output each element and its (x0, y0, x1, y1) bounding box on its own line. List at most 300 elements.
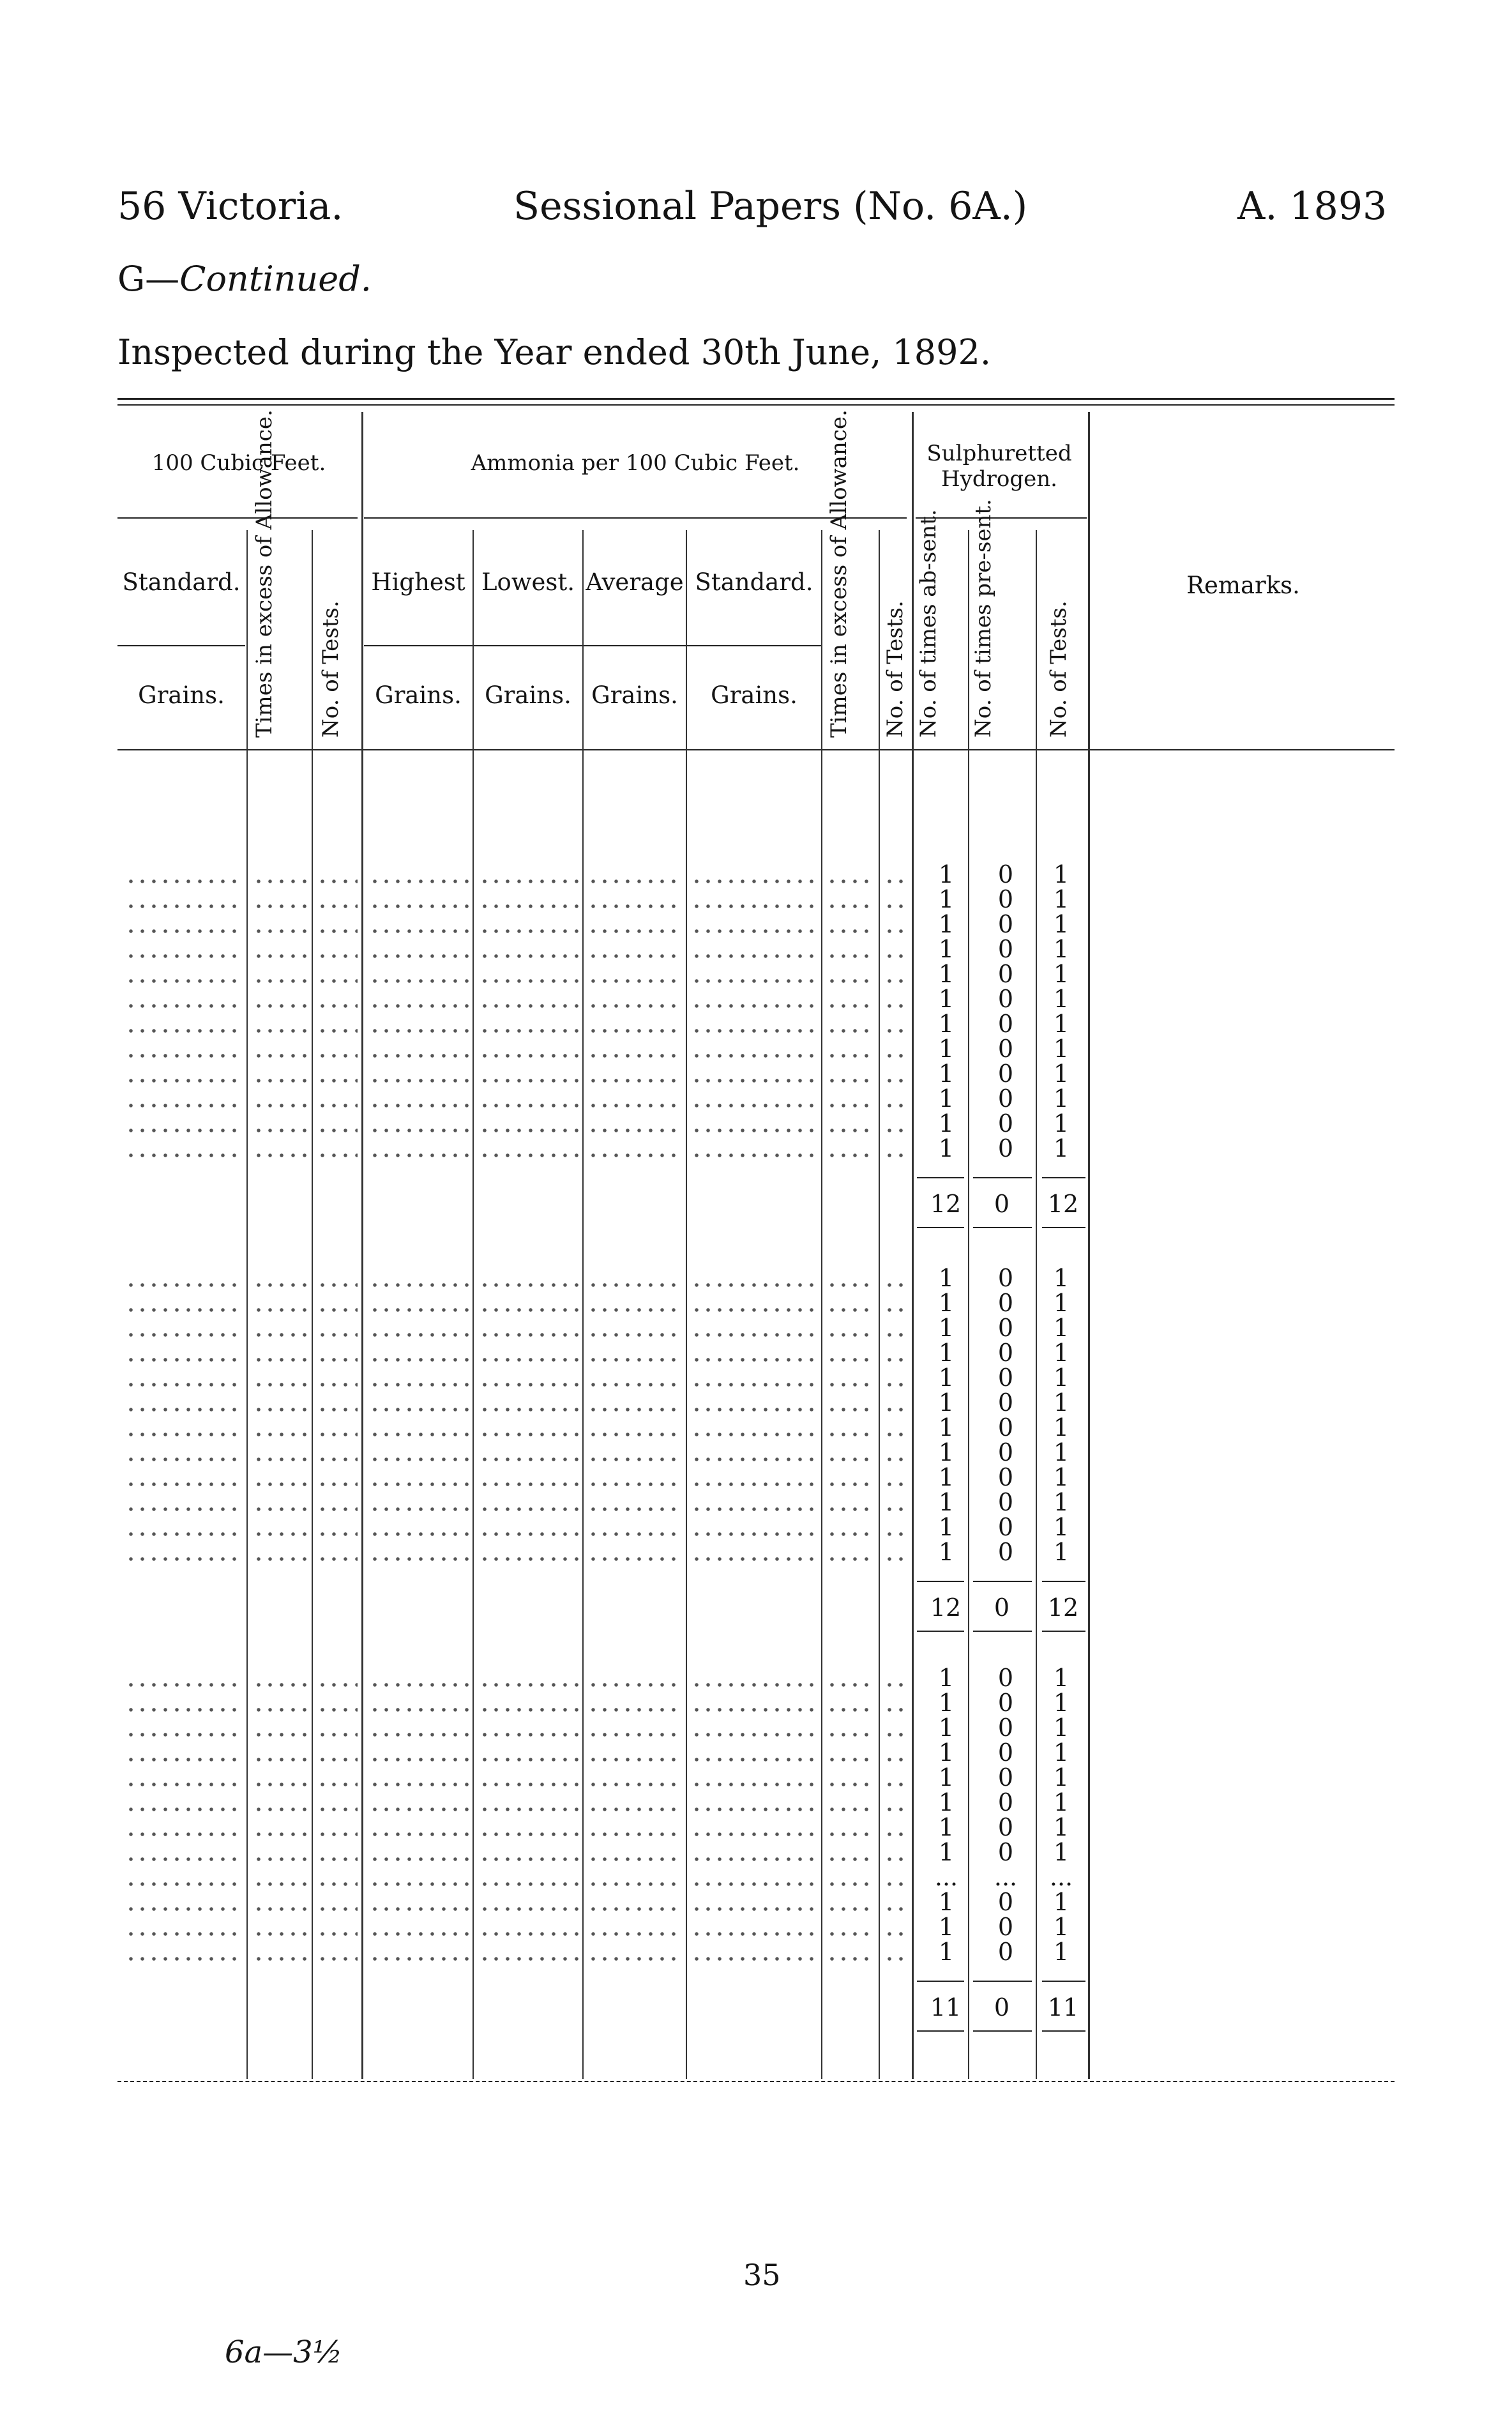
leader-dots (884, 1328, 908, 1341)
leader-dots (479, 949, 578, 962)
leader-dots (479, 874, 578, 887)
leader-dots (884, 1303, 908, 1316)
col-grains-highest: Grains. (375, 681, 462, 709)
leader-dots (369, 1703, 469, 1716)
leader-dots (253, 1852, 306, 1865)
leader-dots (369, 999, 469, 1012)
subtotal-rule-lower (917, 1227, 964, 1228)
leader-dots (826, 1902, 875, 1915)
leader-dots (826, 1802, 875, 1815)
cell-times-absent: 1 (938, 1388, 955, 1417)
leader-dots (691, 949, 817, 962)
leader-dots (884, 874, 908, 887)
col-no-tests-3: No. of Tests. (1046, 600, 1071, 738)
leader-dots (479, 1902, 578, 1915)
cell-no-tests: 1 (1053, 1538, 1070, 1566)
leader-dots (253, 1074, 306, 1086)
leader-dots (691, 1527, 817, 1540)
vline-7 (821, 530, 822, 2079)
cell-times-present: 0 (997, 1838, 1014, 1866)
leader-dots (884, 1123, 908, 1136)
header-right: A. 1893 (1237, 184, 1387, 229)
leader-dots (884, 1927, 908, 1940)
leader-dots (253, 1099, 306, 1111)
leader-dots (253, 1802, 306, 1815)
cell-no-tests: 1 (1053, 1763, 1070, 1792)
leader-dots (587, 1678, 682, 1691)
leader-dots (691, 1278, 817, 1291)
cell-no-tests: 1 (1053, 1938, 1070, 1966)
leader-dots (317, 1099, 358, 1111)
leader-dots (826, 1703, 875, 1716)
leader-dots (479, 1527, 578, 1540)
cell-times-present: 0 (997, 1813, 1014, 1841)
leader-dots (479, 1877, 578, 1890)
leader-dots (691, 1049, 817, 1061)
cell-times-absent: 1 (938, 1438, 955, 1466)
leader-dots (826, 1278, 875, 1291)
leader-dots (587, 1877, 682, 1890)
cell-times-present: 0 (997, 1084, 1014, 1113)
leader-dots (691, 1303, 817, 1316)
cell-times-absent: 1 (938, 1364, 955, 1392)
leader-dots (317, 1123, 358, 1136)
cell-times-present: 0 (997, 960, 1014, 988)
leader-dots (587, 1378, 682, 1390)
vline-5 (582, 530, 584, 2079)
subtotal-rule (973, 1177, 1032, 1178)
grp-underline-sulph (916, 517, 1087, 519)
cell-no-tests: 1 (1053, 960, 1070, 988)
leader-dots (253, 1827, 306, 1840)
leader-dots (884, 1278, 908, 1291)
leader-dots (884, 1678, 908, 1691)
col-standard-amm: Standard. (695, 568, 813, 596)
cell-times-present: 0 (997, 1763, 1014, 1792)
leader-dots (369, 949, 469, 962)
leader-dots (369, 1678, 469, 1691)
continued-label (117, 259, 372, 299)
leader-dots (479, 899, 578, 912)
leader-dots (253, 1303, 306, 1316)
cell-no-tests: 1 (1053, 860, 1070, 888)
leader-dots (587, 999, 682, 1012)
leader-dots (253, 1902, 306, 1915)
cell-times-present: 0 (997, 1513, 1014, 1541)
leader-dots (125, 1802, 241, 1815)
leader-dots (691, 1827, 817, 1840)
cell-no-tests: 1 (1053, 1838, 1070, 1866)
header-center: Sessional Papers (No. 6A.) (513, 184, 1028, 229)
subtotal-rule (917, 1581, 964, 1582)
leader-dots (587, 874, 682, 887)
col-grains-standard: Grains. (711, 681, 798, 709)
cell-no-tests: 1 (1053, 1084, 1070, 1113)
leader-dots (479, 1927, 578, 1940)
cell-no-tests: ... (1049, 1863, 1073, 1891)
subtotal-rule-lower (973, 2030, 1032, 2032)
leader-dots (253, 1678, 306, 1691)
leader-dots (479, 1753, 578, 1765)
cell-no-tests: 1 (1053, 1714, 1070, 1742)
leader-dots (125, 1728, 241, 1740)
leader-dots (369, 1099, 469, 1111)
cell-times-absent: 1 (938, 1339, 955, 1367)
leader-dots (826, 1123, 875, 1136)
leader-dots (253, 1403, 306, 1415)
leader-dots (253, 1952, 306, 1965)
grp-underline-ammonia (364, 517, 907, 519)
header-bottom-rule (117, 749, 1395, 750)
leader-dots (317, 1877, 358, 1890)
signature-mark: 6a—3½ (225, 2334, 343, 2370)
leader-dots (826, 1777, 875, 1790)
leader-dots (691, 1378, 817, 1390)
leader-dots (587, 1728, 682, 1740)
cell-times-absent: 1 (938, 1084, 955, 1113)
subtotal-rule (1042, 1581, 1085, 1582)
leader-dots (691, 1902, 817, 1915)
leader-dots (253, 1477, 306, 1490)
cell-no-tests: 1 (1053, 1438, 1070, 1466)
leader-dots (253, 1728, 306, 1740)
cell-times-absent: 1 (938, 1763, 955, 1792)
leader-dots (826, 974, 875, 987)
leader-dots (884, 974, 908, 987)
leader-dots (125, 924, 241, 937)
leader-dots (587, 1148, 682, 1161)
leader-dots (317, 1552, 358, 1565)
cell-times-absent: 1 (938, 985, 955, 1013)
leader-dots (826, 1827, 875, 1840)
cell-no-tests: 1 (1053, 985, 1070, 1013)
leader-dots (253, 949, 306, 962)
leader-dots (691, 899, 817, 912)
leader-dots (317, 1802, 358, 1815)
group-header-left: 100 Cubic Feet. (151, 450, 326, 476)
leader-dots (884, 1703, 908, 1716)
leader-dots (369, 1728, 469, 1740)
leader-dots (691, 1777, 817, 1790)
top-rule-inner (117, 404, 1395, 406)
leader-dots (826, 1952, 875, 1965)
leader-dots (587, 1703, 682, 1716)
vline-3 (361, 412, 363, 2079)
leader-dots (691, 1852, 817, 1865)
leader-dots (884, 1148, 908, 1161)
leader-dots (253, 874, 306, 887)
leader-dots (125, 1678, 241, 1691)
cell-times-absent: 1 (938, 860, 955, 888)
leader-dots (317, 899, 358, 912)
leader-dots (884, 1353, 908, 1366)
vline-8 (879, 530, 880, 2079)
leader-dots (691, 1678, 817, 1691)
cell-times-present: 0 (997, 1438, 1014, 1466)
vline-10 (968, 530, 969, 2079)
leader-dots (587, 1527, 682, 1540)
leader-dots (369, 1827, 469, 1840)
leader-dots (884, 949, 908, 962)
leader-dots (125, 974, 241, 987)
cell-no-tests: 1 (1053, 1339, 1070, 1367)
leader-dots (125, 949, 241, 962)
cell-no-tests: 1 (1053, 1388, 1070, 1417)
leader-dots (884, 1877, 908, 1890)
leader-dots (317, 924, 358, 937)
cell-no-tests: 1 (1053, 1060, 1070, 1088)
leader-dots (826, 1728, 875, 1740)
leader-dots (125, 1049, 241, 1061)
leader-dots (253, 899, 306, 912)
cell-no-tests: 1 (1053, 1289, 1070, 1317)
cell-times-absent: 1 (938, 1264, 955, 1292)
cell-times-absent: ... (934, 1863, 958, 1891)
leader-dots (369, 1353, 469, 1366)
cell-times-present: 0 (997, 910, 1014, 938)
group-header-ammonia: Ammonia per 100 Cubic Feet. (471, 450, 800, 476)
cell-no-tests: 1 (1053, 1264, 1070, 1292)
leader-dots (587, 949, 682, 962)
leader-dots (125, 1024, 241, 1037)
cell-no-tests: 1 (1053, 1689, 1070, 1717)
header-left: 56 Victoria. (117, 184, 344, 229)
leader-dots (691, 874, 817, 887)
leader-dots (826, 1099, 875, 1111)
leader-dots (884, 1527, 908, 1540)
leader-dots (317, 1378, 358, 1390)
leader-dots (884, 1728, 908, 1740)
leader-dots (826, 1678, 875, 1691)
leader-dots (587, 1328, 682, 1341)
leader-dots (317, 1952, 358, 1965)
leader-dots (479, 924, 578, 937)
leader-dots (826, 1753, 875, 1765)
cell-no-tests: 1 (1053, 910, 1070, 938)
leader-dots (369, 1024, 469, 1037)
col-no-tests-1: No. of Tests. (318, 600, 344, 738)
leader-dots (317, 1403, 358, 1415)
leader-dots (691, 1123, 817, 1136)
leader-dots (884, 1502, 908, 1515)
col-grains-average: Grains. (591, 681, 678, 709)
total-times-present: 0 (994, 1190, 1010, 1218)
leader-dots (884, 1074, 908, 1086)
cell-times-absent: 1 (938, 1314, 955, 1342)
leader-dots (369, 1427, 469, 1440)
leader-dots (479, 1378, 578, 1390)
leader-dots (253, 924, 306, 937)
leader-dots (479, 1024, 578, 1037)
leader-dots (125, 1877, 241, 1890)
total-times-present: 0 (994, 1993, 1010, 2021)
cell-times-absent: 1 (938, 935, 955, 963)
leader-dots (587, 1952, 682, 1965)
leader-dots (826, 1502, 875, 1515)
leader-dots (826, 899, 875, 912)
leader-dots (884, 924, 908, 937)
leader-dots (884, 1477, 908, 1490)
cell-no-tests: 1 (1053, 1788, 1070, 1816)
leader-dots (587, 899, 682, 912)
leader-dots (884, 1902, 908, 1915)
leader-dots (884, 1952, 908, 1965)
leader-dots (317, 1902, 358, 1915)
cell-times-absent: 1 (938, 960, 955, 988)
vline-6 (686, 530, 687, 2079)
leader-dots (826, 924, 875, 937)
leader-dots (479, 1678, 578, 1691)
leader-dots (317, 1353, 358, 1366)
leader-dots (884, 1378, 908, 1390)
leader-dots (587, 1353, 682, 1366)
leader-dots (479, 1827, 578, 1840)
leader-dots (479, 1353, 578, 1366)
total-no-tests: 11 (1047, 1993, 1079, 2021)
col-average: Average (586, 568, 684, 596)
leader-dots (317, 1502, 358, 1515)
leader-dots (253, 1703, 306, 1716)
leader-dots (369, 899, 469, 912)
total-no-tests: 12 (1047, 1594, 1079, 1622)
leader-dots (691, 1328, 817, 1341)
leader-dots (826, 1427, 875, 1440)
leader-dots (369, 1477, 469, 1490)
leader-dots (479, 1123, 578, 1136)
leader-dots (369, 1148, 469, 1161)
total-times-absent: 12 (930, 1190, 962, 1218)
leader-dots (317, 1927, 358, 1940)
leader-dots (691, 1728, 817, 1740)
leader-dots (369, 1049, 469, 1061)
cell-times-absent: 1 (938, 1538, 955, 1566)
leader-dots (826, 1353, 875, 1366)
leader-dots (691, 1552, 817, 1565)
leader-dots (884, 1427, 908, 1440)
leader-dots (125, 1123, 241, 1136)
leader-dots (691, 974, 817, 987)
leader-dots (884, 999, 908, 1012)
leader-dots (317, 1527, 358, 1540)
cell-times-present: 0 (997, 1738, 1014, 1767)
leader-dots (479, 1427, 578, 1440)
leader-dots (691, 1877, 817, 1890)
leader-dots (587, 1927, 682, 1940)
leader-dots (125, 1427, 241, 1440)
leader-dots (826, 1852, 875, 1865)
subtotal-rule-lower (917, 2030, 964, 2032)
cell-no-tests: 1 (1053, 1134, 1070, 1162)
cell-times-present: 0 (997, 1888, 1014, 1916)
cell-times-absent: 1 (938, 910, 955, 938)
subtotal-rule-lower (1042, 1227, 1085, 1228)
subtotal-rule-lower (973, 1227, 1032, 1228)
vline-4 (472, 530, 474, 2079)
vline-2 (312, 530, 313, 2079)
cell-no-tests: 1 (1053, 1913, 1070, 1941)
grp-underline-left (117, 517, 358, 519)
leader-dots (369, 924, 469, 937)
cell-no-tests: 1 (1053, 1314, 1070, 1342)
table-bottom-rule (117, 2081, 1395, 2082)
leader-dots (826, 874, 875, 887)
cell-times-present: 0 (997, 1538, 1014, 1566)
col-highest: Highest (371, 568, 465, 596)
col-grains-lowest: Grains. (485, 681, 571, 709)
leader-dots (125, 1753, 241, 1765)
leader-dots (369, 1877, 469, 1890)
leader-dots (691, 1024, 817, 1037)
leader-dots (587, 1099, 682, 1111)
group-header-sulph: Sulphuretted Hydrogen. (926, 441, 1072, 492)
subtotal-rule (1042, 1177, 1085, 1178)
cell-times-present: 0 (997, 1938, 1014, 1966)
leader-dots (479, 1049, 578, 1061)
leader-dots (317, 1728, 358, 1740)
leader-dots (479, 1303, 578, 1316)
cell-times-absent: 1 (938, 1463, 955, 1491)
leader-dots (826, 1049, 875, 1061)
total-no-tests: 12 (1047, 1190, 1079, 1218)
subtotal-rule (917, 1177, 964, 1178)
leader-dots (369, 1378, 469, 1390)
leader-dots (125, 1927, 241, 1940)
leader-dots (691, 1427, 817, 1440)
leader-dots (369, 1074, 469, 1086)
leader-dots (253, 1452, 306, 1465)
leader-dots (587, 1278, 682, 1291)
cell-times-present: 0 (997, 1664, 1014, 1692)
leader-dots (587, 1502, 682, 1515)
leader-dots (479, 974, 578, 987)
leader-dots (317, 1753, 358, 1765)
cell-times-present: 0 (997, 935, 1014, 963)
vline-9 (912, 412, 914, 2079)
leader-dots (884, 1403, 908, 1415)
leader-dots (253, 1123, 306, 1136)
leader-dots (587, 1049, 682, 1061)
leader-dots (691, 999, 817, 1012)
leader-dots (317, 1827, 358, 1840)
leader-dots (253, 1024, 306, 1037)
leader-dots (884, 1552, 908, 1565)
leader-dots (691, 1802, 817, 1815)
cell-no-tests: 1 (1053, 1664, 1070, 1692)
leader-dots (253, 1927, 306, 1940)
leader-dots (587, 1552, 682, 1565)
leader-dots (125, 1552, 241, 1565)
leader-dots (317, 1777, 358, 1790)
cell-no-tests: 1 (1053, 1413, 1070, 1442)
leader-dots (587, 1802, 682, 1815)
cell-times-present: 0 (997, 1134, 1014, 1162)
col-times-excess-1: Times in excess of Allowance. (252, 409, 277, 738)
leader-dots (317, 1278, 358, 1291)
leader-dots (317, 874, 358, 887)
leader-dots (826, 999, 875, 1012)
page-number: 35 (743, 2258, 781, 2292)
leader-dots (317, 974, 358, 987)
continued-text: Continued. (179, 259, 372, 299)
leader-dots (253, 1278, 306, 1291)
leader-dots (587, 1452, 682, 1465)
cell-no-tests: 1 (1053, 1488, 1070, 1516)
cell-no-tests: 1 (1053, 1738, 1070, 1767)
leader-dots (317, 1452, 358, 1465)
leader-dots (479, 1452, 578, 1465)
cell-times-present: 0 (997, 1109, 1014, 1137)
leader-dots (691, 1403, 817, 1415)
